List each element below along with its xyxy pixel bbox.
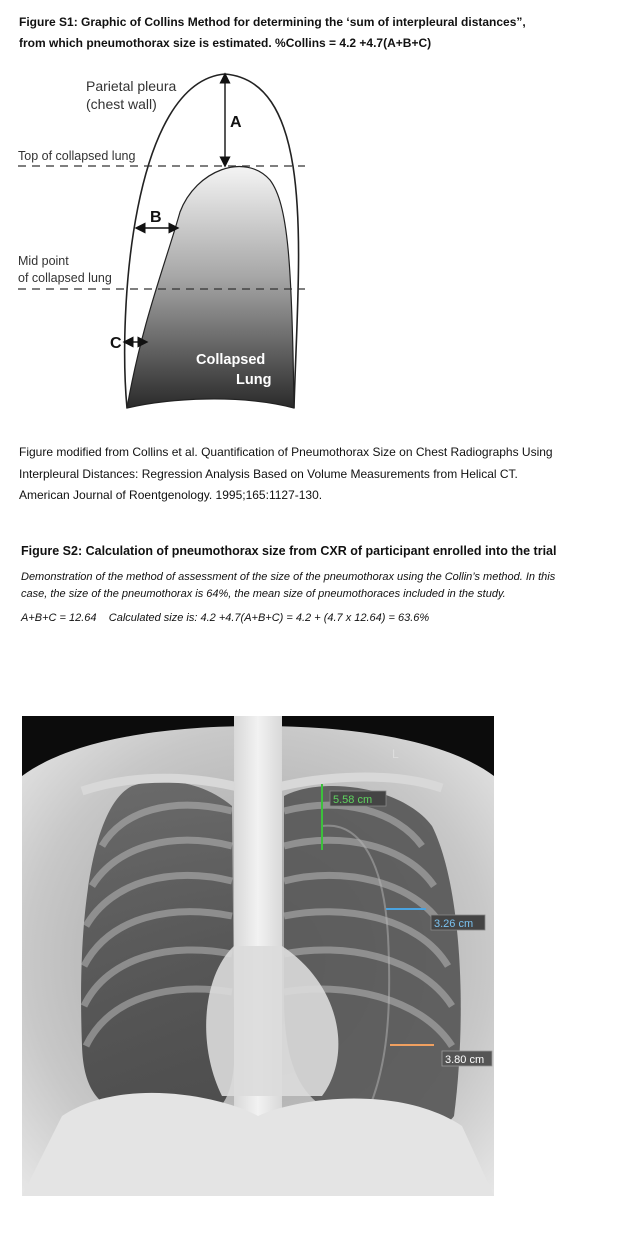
figure-s1-title-line2: from which pneumothorax size is estimated. %Collins = 4.2 +4.7(A+B+C) (19, 36, 432, 50)
label-b: B (150, 209, 162, 226)
measure-b-label: 3.26 cm (434, 918, 474, 930)
mid-point-label-2: of collapsed lung (18, 271, 112, 285)
measure-a-label: 5.58 cm (333, 794, 373, 806)
figure-s1-caption (19, 442, 609, 507)
collins-method-diagram (0, 62, 330, 422)
figure-s2-calculation (21, 612, 611, 624)
caption-line-3: American Journal of Roentgenology. 1995;165:1127-130. (19, 488, 323, 502)
figure-s1-title-line1: : Graphic of Collins Method for determining the ‘sum of interpleural distances”, (73, 15, 526, 29)
calc-sum: A+B+C = 12.64 (21, 612, 97, 624)
top-collapsed-label: Top of collapsed lung (18, 149, 136, 163)
collapsed-lung-label-2: Lung (236, 372, 272, 388)
chest-wall-label: (chest wall) (86, 96, 157, 112)
figure-s1-title (19, 12, 609, 54)
calc-size: Calculated size is: 4.2 +4.7(A+B+C) = 4.2 + (4.7 x 12.64) = 63.6% (108, 612, 430, 624)
figure-s2-desc-line-1: Demonstration of the method of assessment of the size of the pneumothorax using the Collin’s method. In this (21, 571, 556, 583)
caption-line-2: Interpleural Distances: Regression Analysis Based on Volume Measurements from Helical CT. (19, 466, 518, 481)
label-a: A (230, 114, 242, 131)
collapsed-lung-label: Collapsed (196, 352, 266, 368)
mid-point-label: Mid point (18, 254, 69, 268)
figure-s1-label: Figure S1 (19, 15, 74, 29)
figure-s2-description (21, 569, 611, 603)
marker-l: L (392, 747, 399, 761)
label-c: C (110, 335, 122, 352)
chest-xray-image (22, 716, 494, 1196)
caption-line-1: Figure modified from Collins et al. Quantification of Pneumothorax Size on Chest Radiographs Using (19, 445, 553, 459)
measure-c-label: 3.80 cm (445, 1054, 485, 1066)
figure-s2-title: Figure S2: Calculation of pneumothorax size from CXR of participant enrolled into the trial (21, 544, 557, 558)
figure-s2-desc-line-2: case, the size of the pneumothorax is 64%, the mean size of pneumothoraces included in the study. (21, 588, 506, 600)
parietal-pleura-label: Parietal pleura (86, 78, 177, 94)
